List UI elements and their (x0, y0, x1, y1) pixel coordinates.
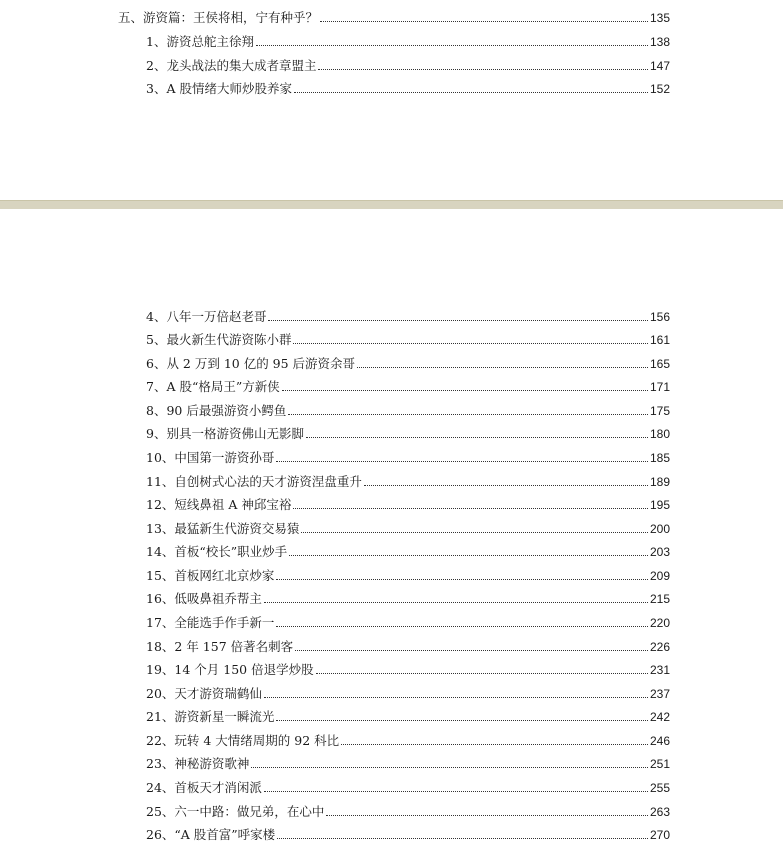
toc-page-number: 242 (649, 710, 670, 724)
toc-leader-dots (357, 367, 648, 368)
toc-leader-dots (256, 45, 648, 46)
toc-entry[interactable] (146, 378, 670, 396)
toc-page-number: 231 (649, 663, 670, 677)
toc-page-number: 171 (649, 380, 670, 394)
toc-entry-label: 9、别具一格游资佛山无影脚 (146, 426, 304, 441)
toc-page-number: 200 (649, 522, 670, 536)
toc-entry[interactable] (146, 80, 670, 98)
toc-entry[interactable] (146, 543, 670, 561)
toc-entry[interactable] (146, 520, 670, 538)
toc-entry-label: 19、14 个月 150 倍退学炒股 (146, 662, 314, 677)
toc-entry-label: 18、2 年 157 倍著名刺客 (146, 639, 294, 654)
toc-page-number: 270 (649, 828, 670, 842)
toc-leader-dots (320, 21, 648, 22)
toc-leader-dots (268, 320, 648, 321)
toc-leader-dots (301, 532, 648, 533)
toc-leader-dots (264, 697, 648, 698)
toc-page-number: 165 (649, 357, 670, 371)
toc-entry[interactable] (146, 590, 670, 608)
toc-entry[interactable] (146, 708, 670, 726)
toc-entry[interactable] (146, 661, 670, 679)
toc-entry[interactable] (146, 33, 670, 51)
toc-page-number: 180 (649, 427, 670, 441)
toc-page-number: 185 (649, 451, 670, 465)
toc-entry-label: 7、A 股“格局王”方新侠 (146, 379, 280, 394)
toc-entry[interactable] (146, 57, 670, 75)
toc-leader-dots (264, 602, 648, 603)
toc-leader-dots (294, 92, 648, 93)
toc-page-number: 215 (649, 592, 670, 606)
toc-page-number: 195 (649, 498, 670, 512)
toc-entry[interactable] (146, 496, 670, 514)
toc-page-number: 263 (649, 805, 670, 819)
toc-page-number: 161 (649, 333, 670, 347)
toc-page-number: 156 (649, 310, 670, 324)
toc-page-number: 175 (649, 404, 670, 418)
toc-entry[interactable] (146, 732, 670, 750)
toc-page-number: 189 (649, 475, 670, 489)
toc-page-number: 226 (649, 640, 670, 654)
toc-leader-dots (264, 791, 648, 792)
toc-entry[interactable] (146, 355, 670, 373)
toc-entry[interactable] (146, 425, 670, 443)
toc-entry-label: 2、龙头战法的集大成者章盟主 (146, 58, 317, 73)
toc-entry-label: 14、首板“校长”职业炒手 (146, 544, 288, 559)
toc-leader-dots (276, 626, 648, 627)
toc-entry-label: 15、首板网红北京炒家 (146, 568, 275, 583)
toc-leader-dots (276, 461, 648, 462)
toc-entry-label: 12、短线鼻祖 A 神邱宝裕 (146, 497, 292, 512)
toc-page-number: 251 (649, 757, 670, 771)
toc-leader-dots (364, 485, 648, 486)
toc-leader-dots (276, 579, 648, 580)
toc-leader-dots (293, 508, 648, 509)
toc-entry[interactable] (146, 308, 670, 326)
toc-entry[interactable] (146, 779, 670, 797)
toc-entry[interactable] (146, 331, 670, 349)
toc-entry[interactable] (146, 638, 670, 656)
toc-entry[interactable] (146, 685, 670, 703)
toc-entry-label: 23、神秘游资歌神 (146, 756, 250, 771)
toc-entry-label: 25、六一中路：做兄弟，在心中 (146, 804, 325, 819)
toc-entry[interactable] (146, 567, 670, 585)
toc-entry[interactable] (146, 473, 670, 491)
toc-entry[interactable] (146, 826, 670, 844)
toc-entry-label: 21、游资新星一瞬流光 (146, 709, 275, 724)
toc-leader-dots (251, 767, 648, 768)
toc-page-number: 246 (649, 734, 670, 748)
toc-entry-label: 20、天才游资瑞鹤仙 (146, 686, 262, 701)
toc-entry-label: 1、游资总舵主徐翔 (146, 34, 254, 49)
toc-entry-label: 16、低吸鼻祖乔帮主 (146, 591, 262, 606)
toc-entry-label: 五、游资篇：王侯将相，宁有种乎？ (118, 10, 319, 25)
toc-entry-label: 3、A 股情绪大师炒股养家 (146, 81, 292, 96)
toc-entry-label: 22、玩转 4 大情绪周期的 92 科比 (146, 733, 340, 748)
toc-page-bottom (0, 209, 783, 858)
toc-entry[interactable] (146, 614, 670, 632)
toc-page-number: 138 (649, 35, 670, 49)
toc-entry-label: 24、首板天才消闲派 (146, 780, 262, 795)
toc-page-number: 147 (649, 59, 670, 73)
toc-entry-label: 6、从 2 万到 10 亿的 95 后游资余哥 (146, 356, 356, 371)
toc-leader-dots (293, 343, 648, 344)
toc-leader-dots (288, 414, 648, 415)
toc-entry[interactable] (146, 449, 670, 467)
toc-page-number: 135 (649, 11, 670, 25)
toc-page-number: 220 (649, 616, 670, 630)
toc-entry-label: 4、八年一万倍赵老哥 (146, 309, 267, 324)
toc-leader-dots (276, 720, 648, 721)
toc-leader-dots (277, 838, 648, 839)
toc-leader-dots (326, 815, 648, 816)
toc-entry-label: 26、“A 股首富”呼家楼 (146, 827, 276, 842)
toc-page-number: 209 (649, 569, 670, 583)
toc-leader-dots (306, 437, 648, 438)
toc-section-entry[interactable] (118, 9, 670, 27)
toc-entry-label: 8、90 后最强游资小鳄鱼 (146, 403, 287, 418)
toc-entry[interactable] (146, 803, 670, 821)
toc-entry-label: 5、最火新生代游资陈小群 (146, 332, 292, 347)
toc-entry-label: 17、全能选手作手新一 (146, 615, 275, 630)
toc-entry-label: 11、自创树式心法的天才游资涅盘重升 (146, 474, 362, 489)
toc-leader-dots (318, 69, 648, 70)
toc-page-top (0, 0, 783, 200)
toc-entry-label: 13、最猛新生代游资交易猿 (146, 521, 300, 536)
toc-leader-dots (282, 390, 648, 391)
toc-page-number: 152 (649, 82, 670, 96)
toc-leader-dots (341, 744, 648, 745)
toc-page-number: 255 (649, 781, 670, 795)
toc-leader-dots (316, 673, 648, 674)
toc-page-number: 203 (649, 545, 670, 559)
toc-entry-label: 10、中国第一游资孙哥 (146, 450, 275, 465)
toc-leader-dots (295, 650, 648, 651)
toc-entry[interactable] (146, 402, 670, 420)
toc-leader-dots (289, 555, 648, 556)
toc-entry[interactable] (146, 755, 670, 773)
toc-page-number: 237 (649, 687, 670, 701)
